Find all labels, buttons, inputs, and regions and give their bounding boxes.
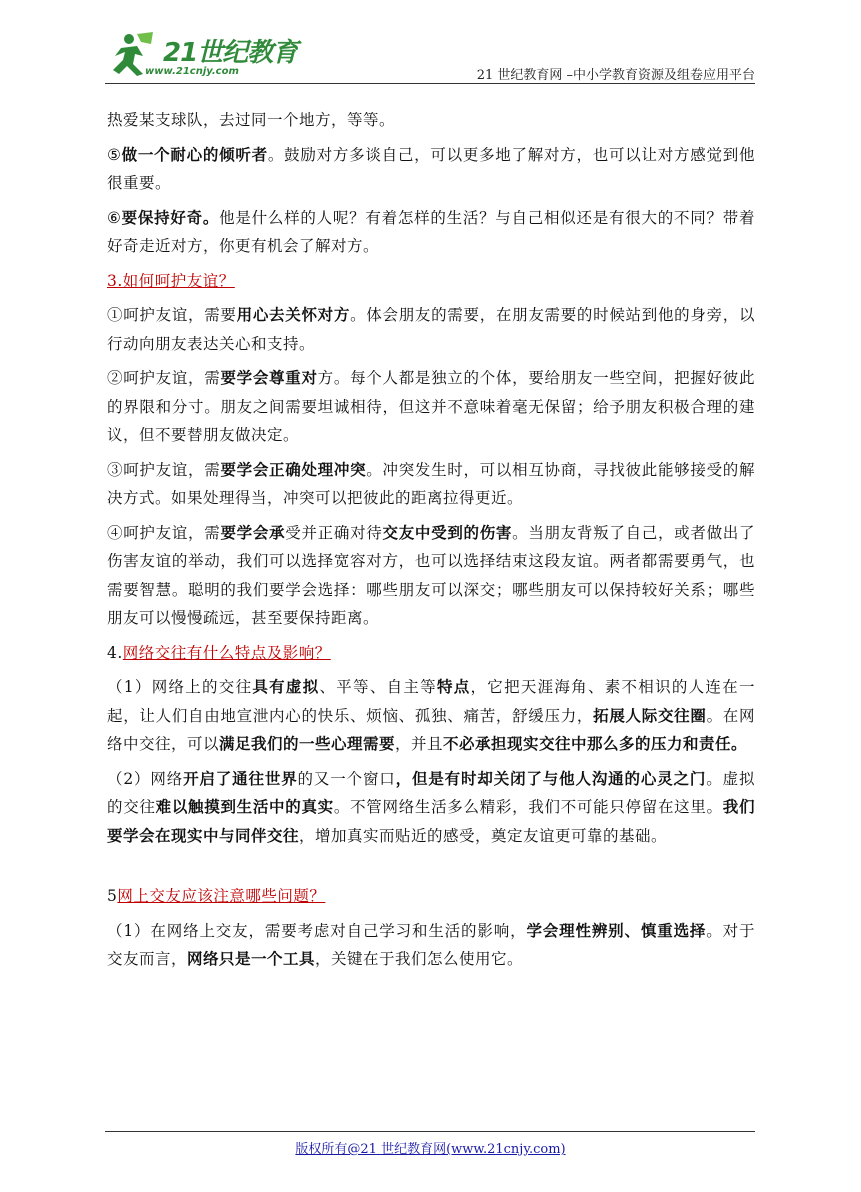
question-3-heading: 3.如何呵护友谊？ <box>107 271 235 290</box>
network-point-2: （2）网络开启了通往世界的又一个窗口，但是有时却关闭了与他人沟通的心灵之门。虚拟的交往难以触摸到生活中的真实。不管网络生活多么精彩，我们不可能只停留在这里。我们要学会在现实中与同伴交往，增加真实而贴近的感受，奠定友谊更可靠的基础。 <box>107 768 755 845</box>
copyright-link[interactable]: 版权所有@21 世纪教育网(www.21cnjy.com) <box>295 1142 566 1157</box>
footer-divider <box>105 1131 755 1132</box>
paragraph-item-6: ⑥要保持好奇。他是什么样的人呢？有着怎样的生活？与自己相似还是有很大的不同？带着好奇走近对方，你更有机会了解对方。 <box>107 207 755 255</box>
header-tagline: 21 世纪教育网 –中小学教育资源及组卷应用平台 <box>476 68 755 83</box>
paragraph-continuation: 热爱某支球队，去过同一个地方，等等。 <box>107 111 396 129</box>
care-point-2: ②呵护友谊，需要学会尊重对方。每个人都是独立的个体，要给朋友一些空间，把握好彼此的界限和分寸。朋友之间需要坦诚相待，但这并不意味着毫无保留；给予朋友积极合理的建议，但不要替朋友做决定。 <box>107 368 755 444</box>
site-logo[interactable] <box>105 28 298 80</box>
paragraph-spacer <box>107 856 755 882</box>
logo-wordmark: 21世纪教育 <box>163 38 298 68</box>
care-point-3: ③呵护友谊，需要学会正确处理冲突。冲突发生时，可以相互协商，寻找彼此能够接受的解决方式。如果处理得当，冲突可以把彼此的距离拉得更近。 <box>107 459 755 507</box>
paragraph-item-5: ⑤做一个耐心的倾听者。鼓励对方多谈自己，可以更多地了解对方，也可以让对方感觉到他很重要。 <box>107 144 755 192</box>
question-5-heading: 5网上交友应该注意哪些问题？ <box>107 887 326 905</box>
network-point-1: （1）网络上的交往具有虚拟、平等、自主等特点，它把天涯海角、素不相识的人连在一起，让人们自由地宣泄内心的快乐、烦恼、孤独、痛苦，舒缓压力，拓展人际交往圈。在网络中交往，可以满足我们的一些心理需要，并且不必承担现实交往中那么多的压力和责任。 <box>107 677 755 753</box>
care-point-4: ④呵护友谊，需要学会承受并正确对待交友中受到的伤害。当朋友背叛了自己，或者做出了伤害友谊的举动，我们可以选择宽容对方，也可以选择结束这段友谊。两者都需要勇气，也需要智慧。聪明的我们要学会选择：哪些朋友可以深交；哪些朋友可以保持较好关系；哪些朋友可以慢慢疏远，甚至要保持距离。 <box>107 522 755 627</box>
logo-url: www.21cnjy.com <box>145 66 239 77</box>
header-divider <box>105 83 755 84</box>
care-point-1: ①呵护友谊，需要用心去关怀对方。体会朋友的需要，在朋友需要的时候站到他的身旁，以行动向朋友表达关心和支持。 <box>107 305 755 353</box>
question-4-heading: 4.网络交往有什么特点及影响？ <box>107 643 331 662</box>
page-header <box>105 28 755 86</box>
online-friend-point-1: （1）在网络上交友，需要考虑对自己学习和生活的影响，学会理性辨别、慎重选择。对于交友而言，网络只是一个工具，关键在于我们怎么使用它。 <box>107 920 755 968</box>
document-body <box>107 106 755 980</box>
